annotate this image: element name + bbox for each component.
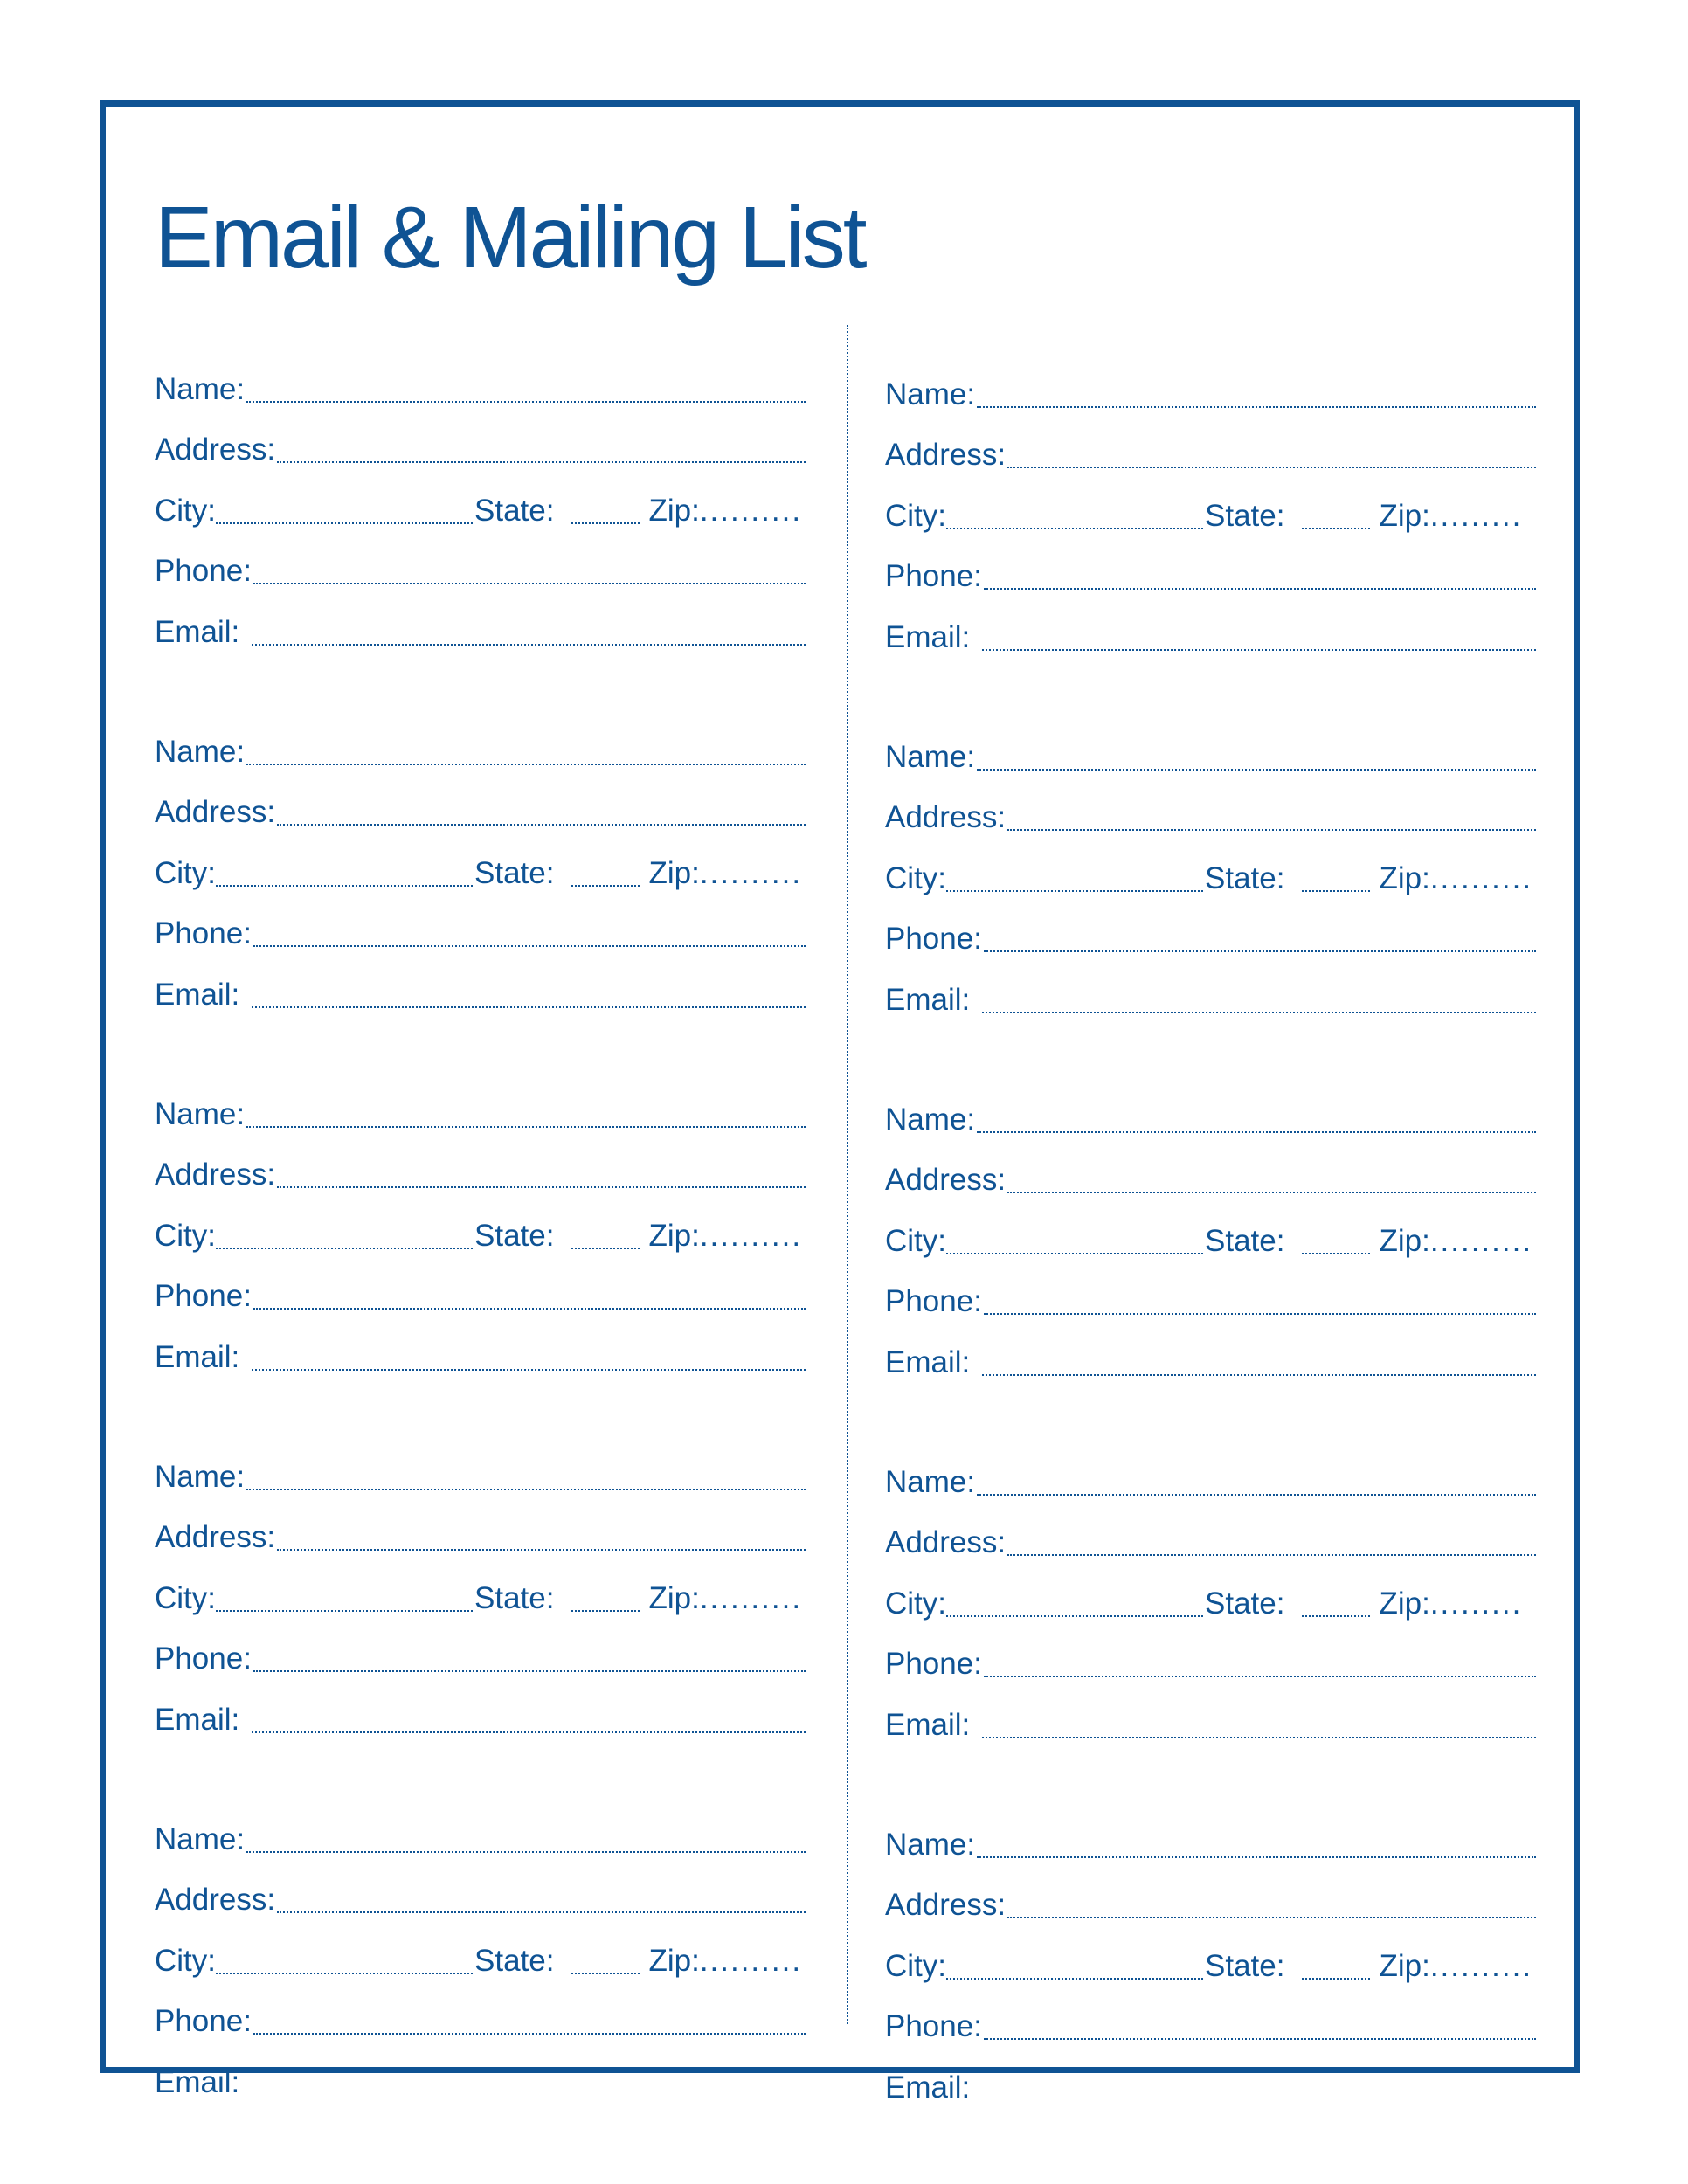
email-line[interactable] bbox=[252, 1369, 806, 1371]
contact-entry bbox=[155, 1433, 806, 1795]
name-label: Name: bbox=[885, 1464, 976, 1499]
phone-label: Phone: bbox=[155, 554, 252, 588]
state-label: State: bbox=[474, 1580, 555, 1615]
address-line[interactable] bbox=[277, 1911, 806, 1913]
contact-entry bbox=[885, 350, 1536, 713]
address-line[interactable] bbox=[1007, 467, 1536, 468]
city-label: City: bbox=[885, 1586, 946, 1621]
name-label: Name: bbox=[885, 377, 976, 411]
email-line[interactable] bbox=[252, 1006, 806, 1008]
email-line[interactable] bbox=[982, 1737, 1536, 1738]
zip-line[interactable]: ......... bbox=[1429, 1586, 1523, 1621]
name-label: Name: bbox=[155, 734, 246, 769]
email-field[interactable] bbox=[155, 2038, 806, 2099]
city-line[interactable] bbox=[946, 1978, 1203, 1980]
city-label: City: bbox=[155, 1218, 216, 1253]
page-border bbox=[100, 100, 1580, 2105]
contact-entry bbox=[885, 1075, 1536, 1438]
email-label: Email: bbox=[155, 1339, 240, 1374]
state-label: State: bbox=[474, 1218, 555, 1253]
city-state-zip-row bbox=[155, 829, 806, 890]
address-line[interactable] bbox=[277, 1549, 806, 1551]
zip-label: Zip: bbox=[648, 1943, 700, 1978]
email-line[interactable] bbox=[982, 1374, 1536, 1376]
name-line[interactable] bbox=[246, 401, 806, 403]
zip-label: Zip: bbox=[1379, 1948, 1430, 1983]
city-state-zip-row bbox=[155, 467, 806, 528]
name-field[interactable] bbox=[155, 1070, 806, 1131]
contact-entry bbox=[885, 1800, 1536, 2163]
zip-label: Zip: bbox=[1379, 860, 1430, 895]
city-label: City: bbox=[155, 1580, 216, 1615]
state-label: State: bbox=[1205, 498, 1285, 533]
phone-field[interactable] bbox=[155, 528, 806, 589]
phone-line[interactable] bbox=[253, 1670, 806, 1672]
address-line[interactable] bbox=[1007, 1917, 1536, 1918]
email-label: Email: bbox=[155, 1702, 240, 1737]
email-line[interactable] bbox=[982, 649, 1536, 651]
state-label: State: bbox=[474, 855, 555, 890]
contact-entry bbox=[155, 1070, 806, 1433]
phone-field[interactable] bbox=[155, 1253, 806, 1314]
address-label: Address: bbox=[155, 1158, 276, 1192]
email-field[interactable] bbox=[155, 1313, 806, 1374]
email-line[interactable] bbox=[982, 1012, 1536, 1013]
contact-entry bbox=[155, 1795, 806, 2158]
name-line[interactable] bbox=[977, 1856, 1536, 1858]
page-title: Email & Mailing List bbox=[155, 189, 865, 287]
address-label: Address: bbox=[885, 438, 1007, 472]
city-line[interactable] bbox=[946, 1253, 1203, 1254]
state-line[interactable] bbox=[571, 1248, 640, 1249]
email-label: Email: bbox=[155, 614, 240, 649]
contact-entry bbox=[885, 1438, 1536, 1800]
address-line[interactable] bbox=[1007, 1192, 1536, 1193]
address-line[interactable] bbox=[1007, 1554, 1536, 1556]
address-label: Address: bbox=[155, 1520, 276, 1554]
state-label: State: bbox=[1205, 860, 1285, 895]
zip-label: Zip: bbox=[648, 1580, 700, 1615]
city-state-zip-row bbox=[885, 1559, 1536, 1621]
email-field[interactable] bbox=[885, 1681, 1536, 1742]
address-label: Address: bbox=[885, 1163, 1007, 1197]
city-line[interactable] bbox=[946, 890, 1203, 892]
address-label: Address: bbox=[885, 1888, 1007, 1922]
city-label: City: bbox=[155, 493, 216, 528]
state-line[interactable] bbox=[1302, 528, 1370, 529]
email-field[interactable] bbox=[155, 1676, 806, 1737]
address-field[interactable] bbox=[885, 1137, 1536, 1198]
left-column bbox=[155, 345, 806, 2158]
name-label: Name: bbox=[885, 1827, 976, 1862]
zip-line[interactable]: .......... bbox=[1429, 1948, 1533, 1983]
phone-line[interactable] bbox=[253, 1308, 806, 1310]
city-label: City: bbox=[885, 1223, 946, 1258]
zip-line[interactable]: .......... bbox=[1429, 1223, 1533, 1258]
phone-field[interactable] bbox=[155, 890, 806, 951]
phone-label: Phone: bbox=[155, 1279, 252, 1313]
phone-line[interactable] bbox=[984, 950, 1536, 952]
name-field[interactable] bbox=[155, 345, 806, 406]
name-line[interactable] bbox=[977, 769, 1536, 771]
address-label: Address: bbox=[155, 795, 276, 829]
city-line[interactable] bbox=[216, 1610, 473, 1612]
name-line[interactable] bbox=[977, 406, 1536, 408]
address-line[interactable] bbox=[277, 1186, 806, 1188]
contact-entry bbox=[155, 345, 806, 708]
name-field[interactable] bbox=[885, 713, 1536, 774]
email-field[interactable] bbox=[885, 593, 1536, 654]
city-line[interactable] bbox=[216, 1973, 473, 1974]
phone-line[interactable] bbox=[253, 2033, 806, 2035]
email-field[interactable] bbox=[885, 1318, 1536, 1379]
right-column bbox=[885, 350, 1536, 2163]
address-line[interactable] bbox=[1007, 829, 1536, 831]
zip-line[interactable]: .......... bbox=[699, 1580, 803, 1615]
zip-line[interactable]: .......... bbox=[699, 855, 803, 890]
name-label: Name: bbox=[885, 1102, 976, 1137]
phone-label: Phone: bbox=[885, 922, 982, 956]
contact-entry bbox=[155, 708, 806, 1070]
phone-field[interactable] bbox=[885, 1621, 1536, 1682]
name-field[interactable] bbox=[155, 708, 806, 769]
phone-label: Phone: bbox=[155, 2004, 252, 2038]
email-label: Email: bbox=[155, 2064, 240, 2099]
zip-label: Zip: bbox=[1379, 1586, 1430, 1621]
email-label: Email: bbox=[155, 977, 240, 1012]
phone-field[interactable] bbox=[155, 1978, 806, 2039]
zip-label: Zip: bbox=[648, 1218, 700, 1253]
phone-line[interactable] bbox=[984, 1676, 1536, 1677]
phone-label: Phone: bbox=[155, 1641, 252, 1676]
phone-field[interactable] bbox=[885, 533, 1536, 594]
phone-label: Phone: bbox=[885, 1284, 982, 1318]
phone-line[interactable] bbox=[984, 2038, 1536, 2040]
address-field[interactable] bbox=[155, 1856, 806, 1918]
address-field[interactable] bbox=[885, 774, 1536, 835]
address-label: Address: bbox=[885, 1525, 1007, 1559]
city-label: City: bbox=[885, 860, 946, 895]
email-field[interactable] bbox=[885, 2043, 1536, 2105]
phone-label: Phone: bbox=[885, 2009, 982, 2043]
column-divider bbox=[847, 325, 848, 2024]
address-label: Address: bbox=[885, 800, 1007, 834]
name-field[interactable] bbox=[885, 350, 1536, 411]
city-state-zip-row bbox=[885, 1197, 1536, 1258]
city-label: City: bbox=[155, 1943, 216, 1978]
address-field[interactable] bbox=[155, 1494, 806, 1555]
name-line[interactable] bbox=[246, 1126, 806, 1128]
state-line[interactable] bbox=[1302, 1615, 1370, 1617]
phone-line[interactable] bbox=[984, 1313, 1536, 1315]
city-label: City: bbox=[885, 1948, 946, 1983]
phone-field[interactable] bbox=[885, 1258, 1536, 1319]
email-label: Email: bbox=[885, 1707, 971, 1742]
state-line[interactable] bbox=[1302, 890, 1370, 892]
email-label: Email: bbox=[885, 2070, 971, 2105]
email-field[interactable] bbox=[885, 956, 1536, 1017]
name-line[interactable] bbox=[246, 1851, 806, 1853]
state-label: State: bbox=[1205, 1948, 1285, 1983]
name-field[interactable] bbox=[885, 1075, 1536, 1137]
email-label: Email: bbox=[885, 1344, 971, 1379]
name-field[interactable] bbox=[155, 1433, 806, 1494]
phone-line[interactable] bbox=[253, 945, 806, 947]
phone-label: Phone: bbox=[155, 916, 252, 950]
email-field[interactable] bbox=[155, 588, 806, 649]
state-label: State: bbox=[1205, 1586, 1285, 1621]
city-state-zip-row bbox=[885, 834, 1536, 895]
city-line[interactable] bbox=[216, 1248, 473, 1249]
address-field[interactable] bbox=[885, 1862, 1536, 1923]
name-label: Name: bbox=[155, 371, 246, 406]
email-label: Email: bbox=[885, 982, 971, 1017]
phone-label: Phone: bbox=[885, 1647, 982, 1681]
zip-line[interactable]: .......... bbox=[1429, 860, 1533, 895]
email-line[interactable] bbox=[252, 644, 806, 646]
state-line[interactable] bbox=[1302, 1978, 1370, 1980]
name-label: Name: bbox=[155, 1459, 246, 1494]
phone-line[interactable] bbox=[253, 583, 806, 584]
zip-line[interactable]: .......... bbox=[699, 1943, 803, 1978]
state-line[interactable] bbox=[571, 1973, 640, 1974]
address-line[interactable] bbox=[277, 461, 806, 463]
city-label: City: bbox=[155, 855, 216, 890]
email-label: Email: bbox=[885, 619, 971, 654]
address-field[interactable] bbox=[885, 1499, 1536, 1560]
city-line[interactable] bbox=[946, 528, 1203, 529]
address-field[interactable] bbox=[155, 769, 806, 830]
zip-label: Zip: bbox=[1379, 498, 1430, 533]
address-field[interactable] bbox=[885, 411, 1536, 473]
city-line[interactable] bbox=[946, 1615, 1203, 1617]
name-line[interactable] bbox=[977, 1131, 1536, 1133]
city-line[interactable] bbox=[216, 522, 473, 524]
name-label: Name: bbox=[155, 1821, 246, 1856]
zip-line[interactable]: ......... bbox=[1429, 498, 1523, 533]
phone-field[interactable] bbox=[155, 1615, 806, 1676]
city-state-zip-row bbox=[155, 1917, 806, 1978]
name-field[interactable] bbox=[885, 1800, 1536, 1862]
state-line[interactable] bbox=[571, 522, 640, 524]
city-label: City: bbox=[885, 498, 946, 533]
phone-label: Phone: bbox=[885, 559, 982, 593]
city-state-zip-row bbox=[885, 1922, 1536, 1983]
email-field[interactable] bbox=[155, 950, 806, 1012]
phone-field[interactable] bbox=[885, 895, 1536, 957]
phone-line[interactable] bbox=[984, 588, 1536, 590]
state-line[interactable] bbox=[571, 1610, 640, 1612]
state-line[interactable] bbox=[571, 885, 640, 887]
phone-field[interactable] bbox=[885, 1983, 1536, 2044]
name-line[interactable] bbox=[977, 1494, 1536, 1496]
address-field[interactable] bbox=[155, 406, 806, 467]
name-field[interactable] bbox=[885, 1438, 1536, 1499]
address-line[interactable] bbox=[277, 824, 806, 826]
zip-line[interactable]: .......... bbox=[699, 1218, 803, 1253]
name-line[interactable] bbox=[246, 1489, 806, 1490]
name-line[interactable] bbox=[246, 764, 806, 765]
zip-label: Zip: bbox=[648, 493, 700, 528]
state-line[interactable] bbox=[1302, 1253, 1370, 1254]
email-line[interactable] bbox=[252, 1731, 806, 1733]
name-label: Name: bbox=[155, 1096, 246, 1131]
address-label: Address: bbox=[155, 1883, 276, 1917]
city-state-zip-row bbox=[885, 472, 1536, 533]
contact-entry bbox=[885, 713, 1536, 1075]
state-label: State: bbox=[474, 1943, 555, 1978]
zip-label: Zip: bbox=[1379, 1223, 1430, 1258]
address-field[interactable] bbox=[155, 1131, 806, 1192]
address-label: Address: bbox=[155, 432, 276, 467]
zip-line[interactable]: .......... bbox=[699, 493, 803, 528]
name-field[interactable] bbox=[155, 1795, 806, 1856]
state-label: State: bbox=[1205, 1223, 1285, 1258]
state-label: State: bbox=[474, 493, 555, 528]
city-state-zip-row bbox=[155, 1192, 806, 1253]
city-state-zip-row bbox=[155, 1554, 806, 1615]
city-line[interactable] bbox=[216, 885, 473, 887]
name-label: Name: bbox=[885, 739, 976, 774]
zip-label: Zip: bbox=[648, 855, 700, 890]
